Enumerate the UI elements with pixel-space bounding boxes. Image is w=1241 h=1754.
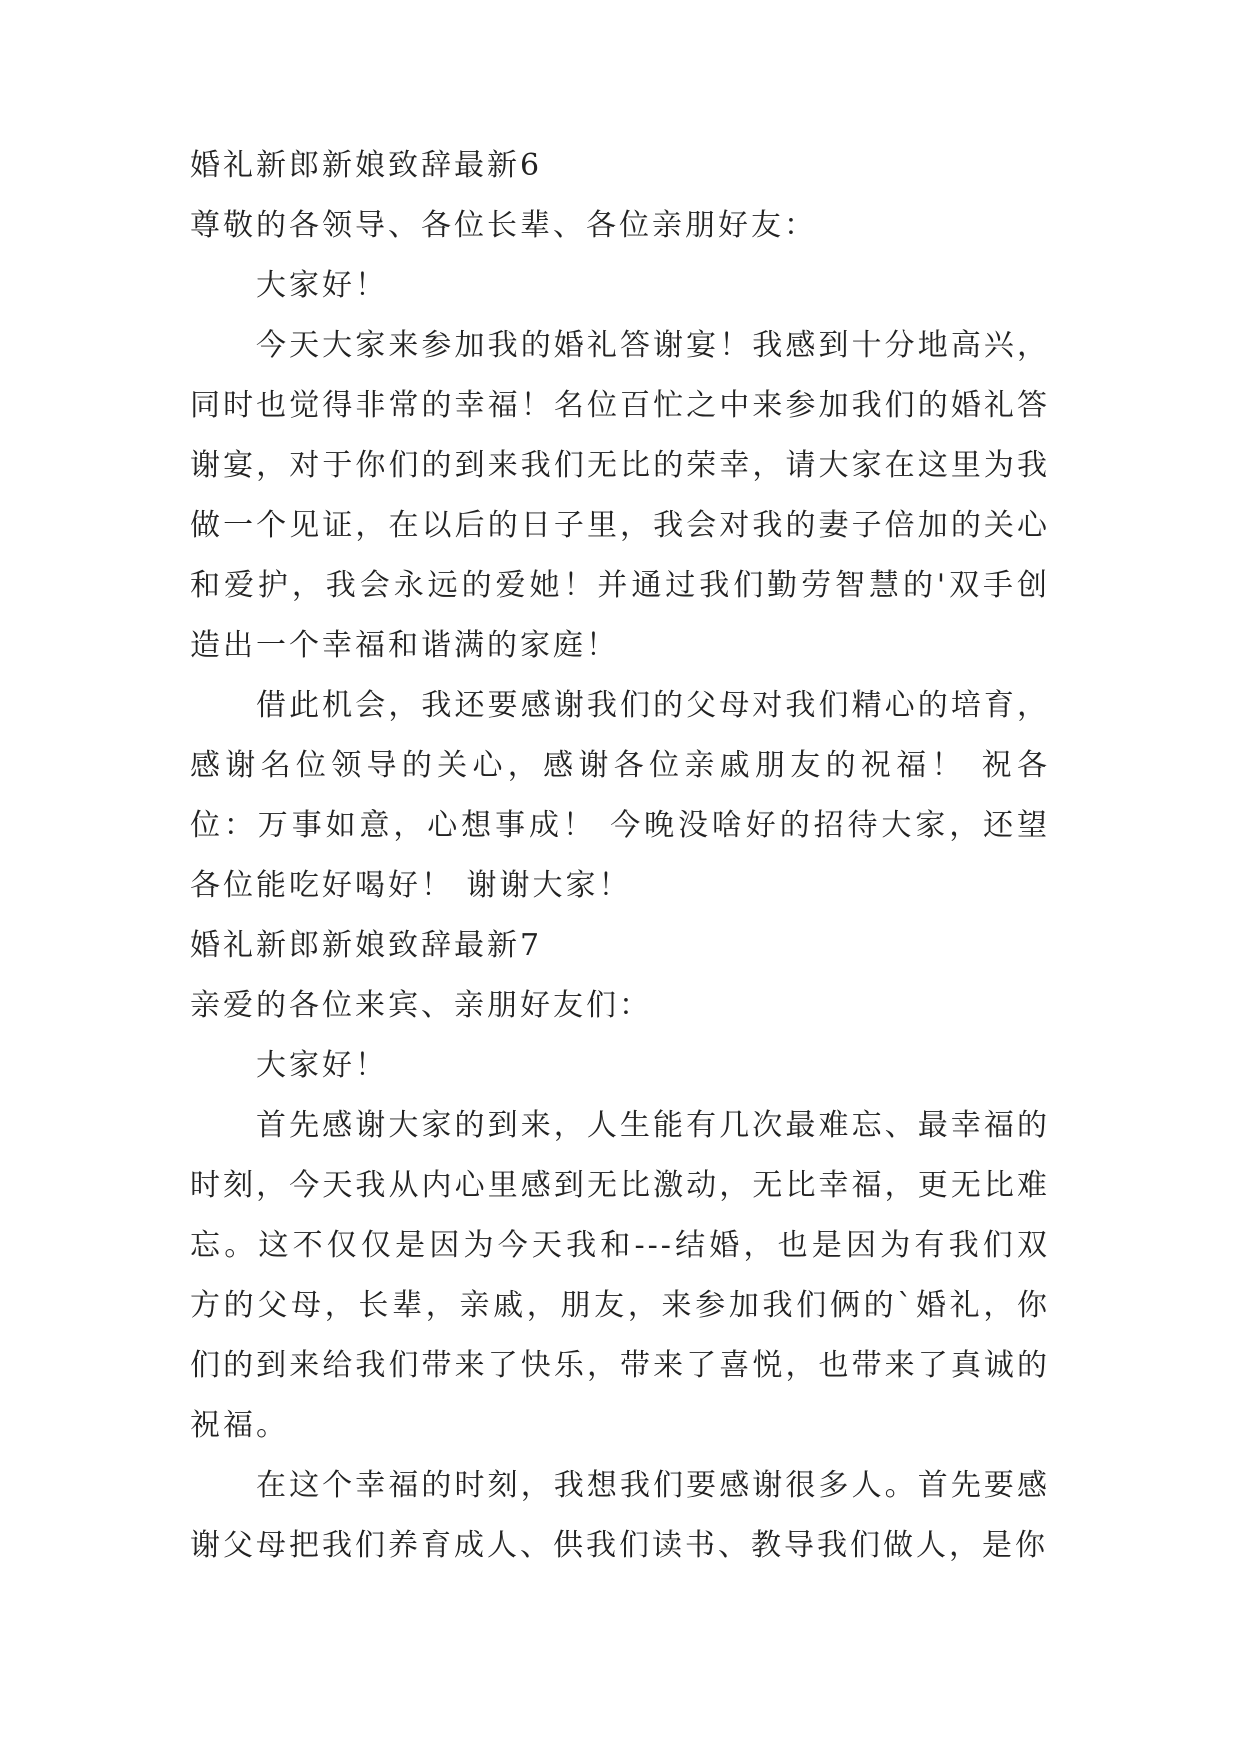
- section-7-paragraph-1: 首先感谢大家的到来，人生能有几次最难忘、最幸福的时刻，今天我从内心里感到无比激动，无比幸福，更无比难忘。这不仅仅是因为今天我和---结婚，也是因为有我们双方的父母，长辈，亲戚，朋友，来参加我们俩的`婚礼，你们的到来给我们带来了快乐，带来了喜悦，也带来了真诚的祝福。: [190, 1108, 1050, 1443]
- section-7-heading: 婚礼新郎新娘致辞最新7: [190, 928, 543, 963]
- section-6-greeting: 大家好！: [256, 268, 388, 303]
- section-7-paragraph-2: 在这个幸福的时刻，我想我们要感谢很多人。首先要感谢父母把我们养育成人、供我们读书、教导我们做人，是你: [190, 1468, 1050, 1563]
- section-6-paragraph-1: 今天大家来参加我的婚礼答谢宴！我感到十分地高兴，同时也觉得非常的幸福！名位百忙之中来参加我们的婚礼答谢宴，对于你们的到来我们无比的荣幸，请大家在这里为我做一个见证，在以后的日子里，我会对我的妻子倍加的关心和爱护，我会永远的爱她！并通过我们勤劳智慧的'双手创造出一个幸福和谐满的家庭！: [190, 328, 1050, 663]
- section-6-heading: 婚礼新郎新娘致辞最新6: [190, 148, 543, 183]
- section-7-greeting: 大家好！: [256, 1048, 388, 1083]
- section-6-paragraph-2: 借此机会，我还要感谢我们的父母对我们精心的培育，感谢名位领导的关心，感谢各位亲戚朋友的祝福！ 祝各位：万事如意，心想事成！ 今晚没啥好的招待大家，还望各位能吃好喝好！ 谢谢大家！: [190, 688, 1050, 903]
- section-6-salutation: 尊敬的各领导、各位长辈、各位亲朋好友：: [190, 208, 817, 243]
- section-7-salutation: 亲爱的各位来宾、亲朋好友们：: [190, 988, 652, 1023]
- document-body: [190, 136, 1050, 1576]
